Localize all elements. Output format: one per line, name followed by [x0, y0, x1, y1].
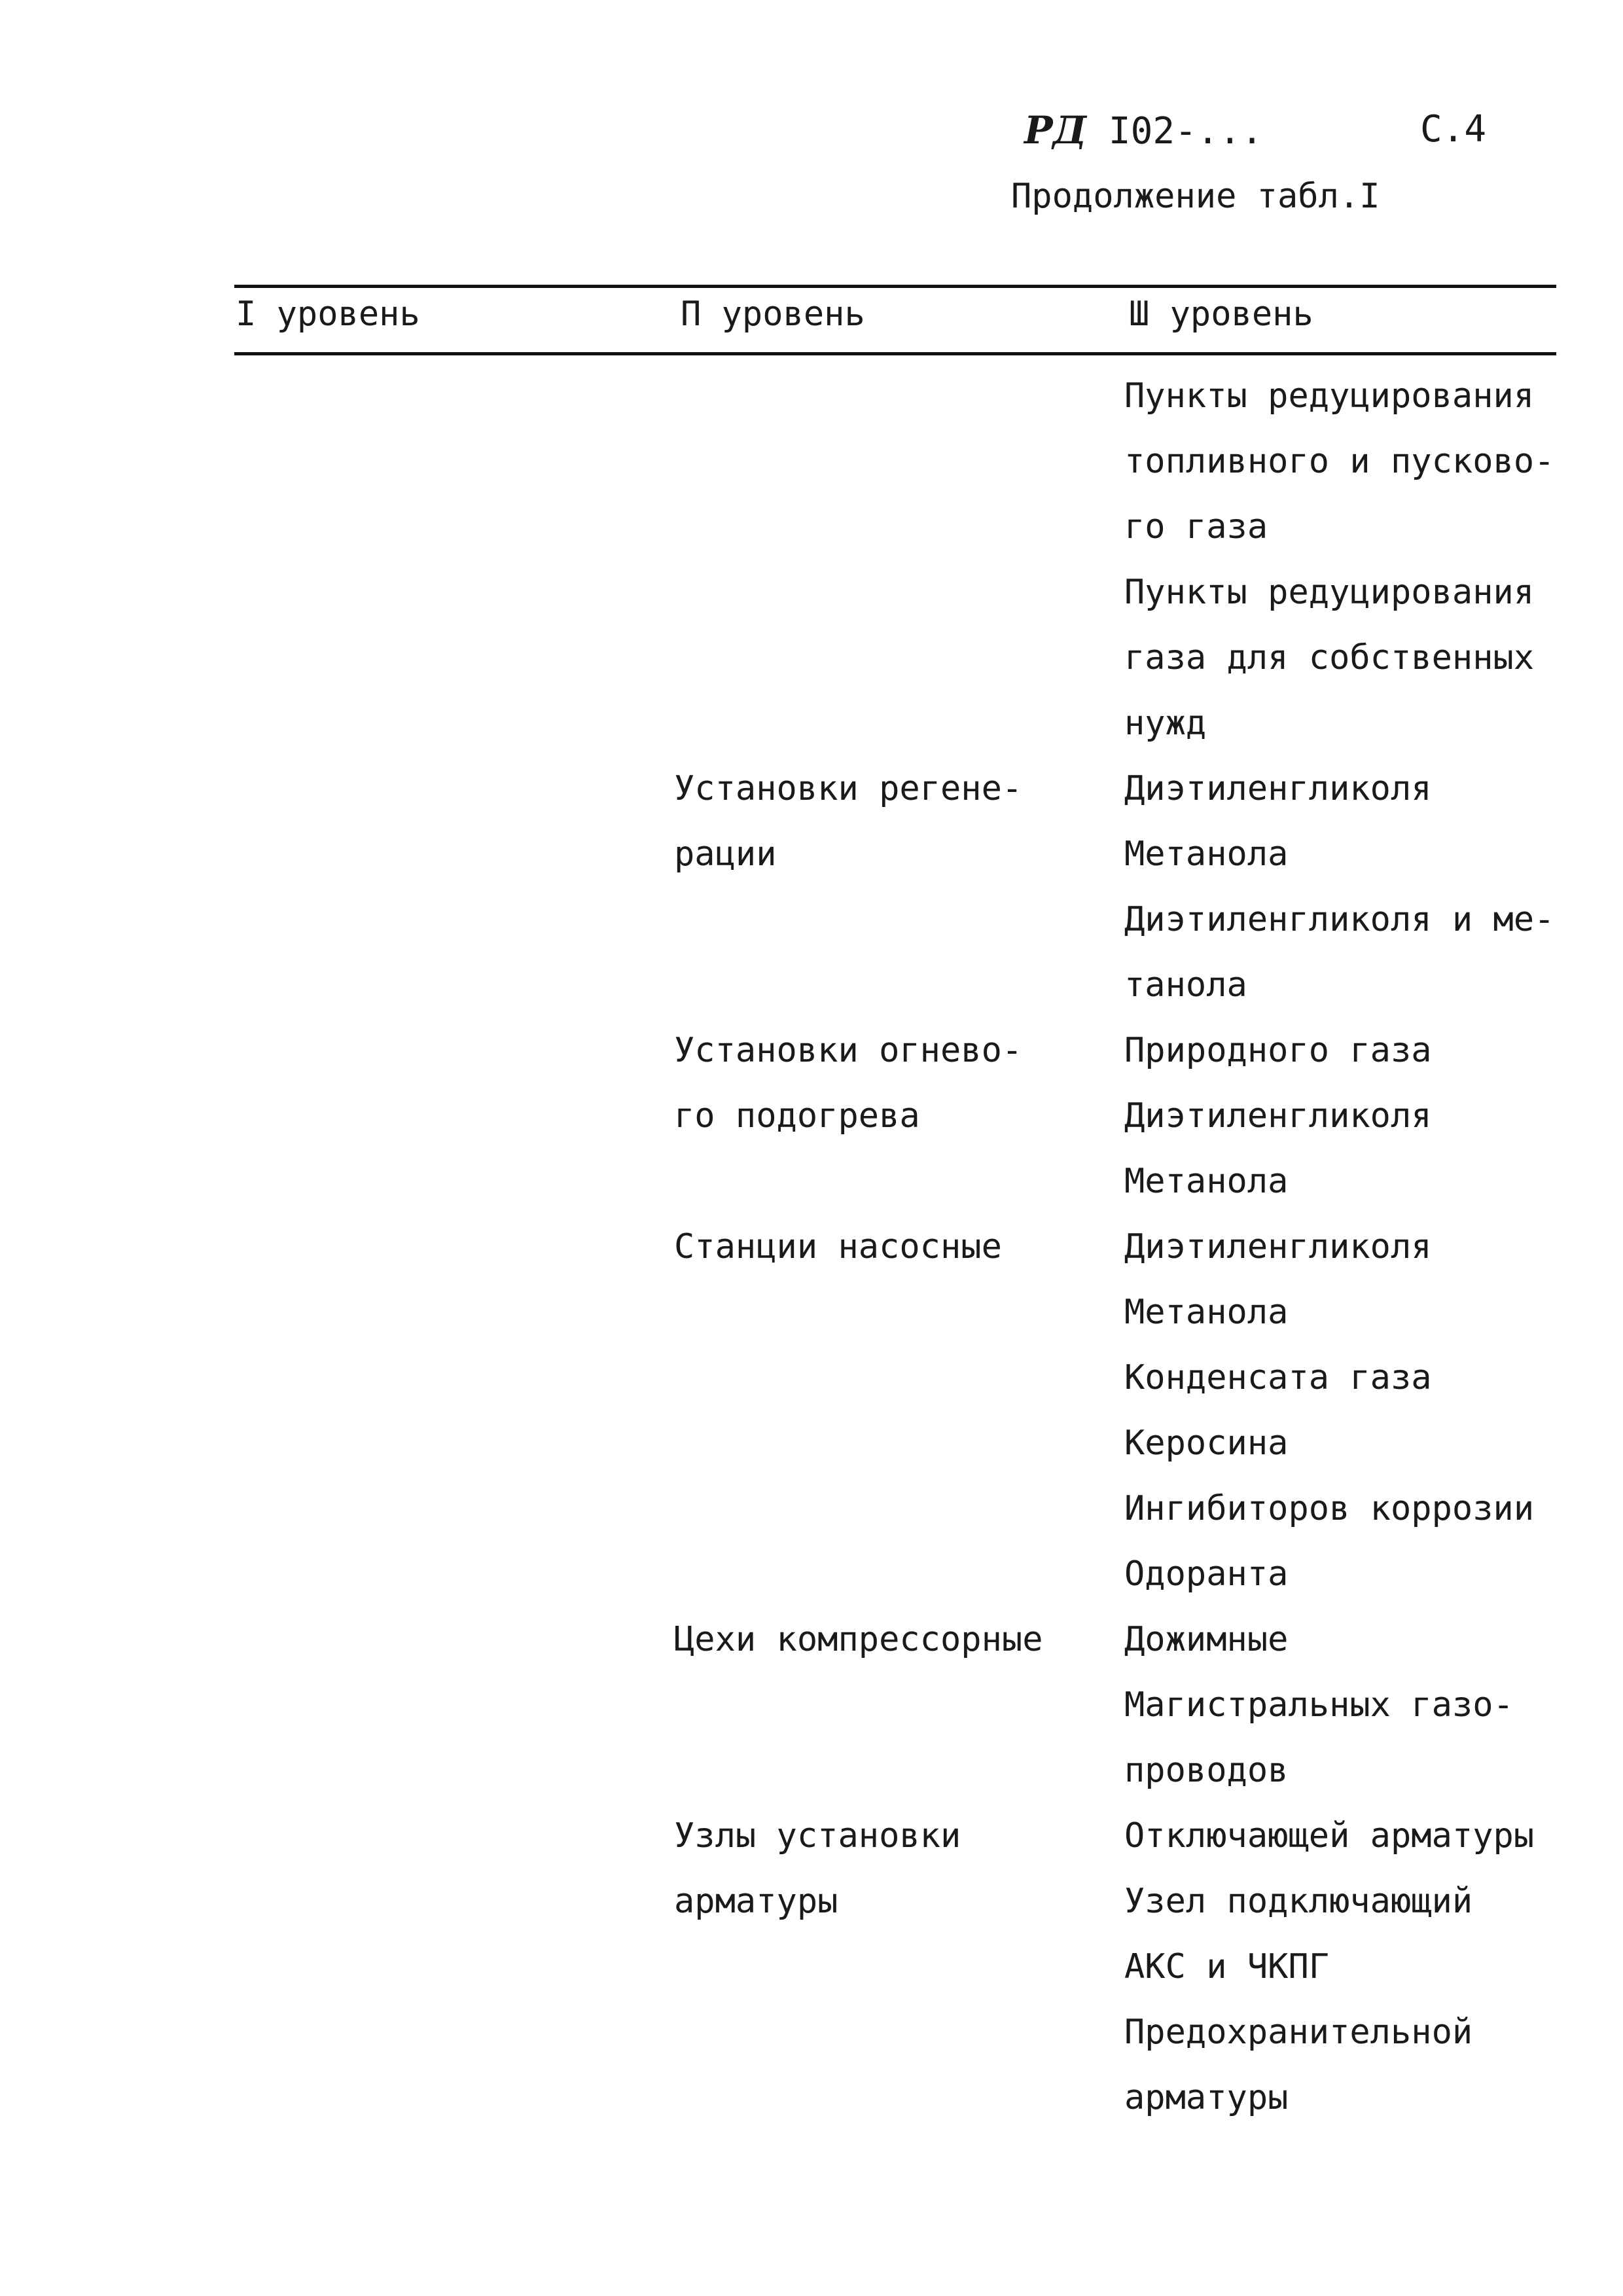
level3-cell: арматуры — [1124, 2078, 1289, 2117]
document-code-number: I02-... — [1086, 110, 1263, 152]
table-top-rule — [234, 285, 1556, 288]
page-number: С.4 — [1420, 108, 1487, 151]
level3-cell: нужд — [1124, 704, 1207, 743]
level3-cell: го газа — [1124, 507, 1268, 547]
level3-cell: Конденсата газа — [1124, 1358, 1432, 1397]
level2-cell: арматуры — [674, 1882, 838, 1921]
level3-cell: танола — [1124, 965, 1247, 1005]
level3-cell: Отключающей арматуры — [1124, 1816, 1535, 1856]
table-continuation-caption: Продолжение табл.I — [1011, 177, 1380, 216]
level2-cell: Станции насосные — [674, 1227, 1002, 1266]
document-code-prefix: РД — [1024, 108, 1087, 152]
level3-cell: АКС и ЧКПГ — [1124, 1947, 1330, 1986]
level2-cell: Узлы установки — [674, 1816, 961, 1856]
level3-cell: Пункты редуцирования — [1124, 573, 1535, 612]
level2-cell: Установки огнево- — [674, 1031, 1023, 1070]
level3-cell: Диэтиленгликоля и ме- — [1124, 900, 1555, 939]
level3-cell: Ингибиторов коррозии — [1124, 1489, 1535, 1528]
level2-cell: Установки регене- — [674, 769, 1023, 808]
level3-cell: Одоранта — [1124, 1554, 1289, 1594]
level3-cell: Метанола — [1124, 834, 1289, 874]
level3-cell: Метанола — [1124, 1293, 1289, 1332]
level3-cell: Диэтиленгликоля — [1124, 1227, 1432, 1266]
level3-cell: Керосина — [1124, 1424, 1289, 1463]
column-header-level-1: I уровень — [236, 295, 420, 334]
column-header-level-3: Ш уровень — [1129, 295, 1313, 334]
level3-cell: Пункты редуцирования — [1124, 376, 1535, 416]
document-code — [1024, 108, 1263, 152]
level3-cell: Магистральных газо- — [1124, 1685, 1514, 1725]
level3-cell: топливного и пусково- — [1124, 442, 1555, 481]
level3-cell: Дожимные — [1124, 1620, 1289, 1659]
level3-cell: Метанола — [1124, 1162, 1289, 1201]
level2-cell: рации — [674, 834, 777, 874]
level3-cell: газа для собственных — [1124, 638, 1535, 677]
level2-cell: го подогрева — [674, 1096, 920, 1136]
level3-cell: Природного газа — [1124, 1031, 1432, 1070]
level3-cell: проводов — [1124, 1751, 1289, 1790]
table-header-rule — [234, 352, 1556, 355]
level2-cell: Цехи компрессорные — [674, 1620, 1043, 1659]
level3-cell: Узел подключающий — [1124, 1882, 1473, 1921]
level3-cell: Предохранительной — [1124, 2013, 1473, 2052]
level3-cell: Диэтиленгликоля — [1124, 1096, 1432, 1136]
column-header-level-2: П уровень — [681, 295, 865, 334]
level3-cell: Диэтиленгликоля — [1124, 769, 1432, 808]
